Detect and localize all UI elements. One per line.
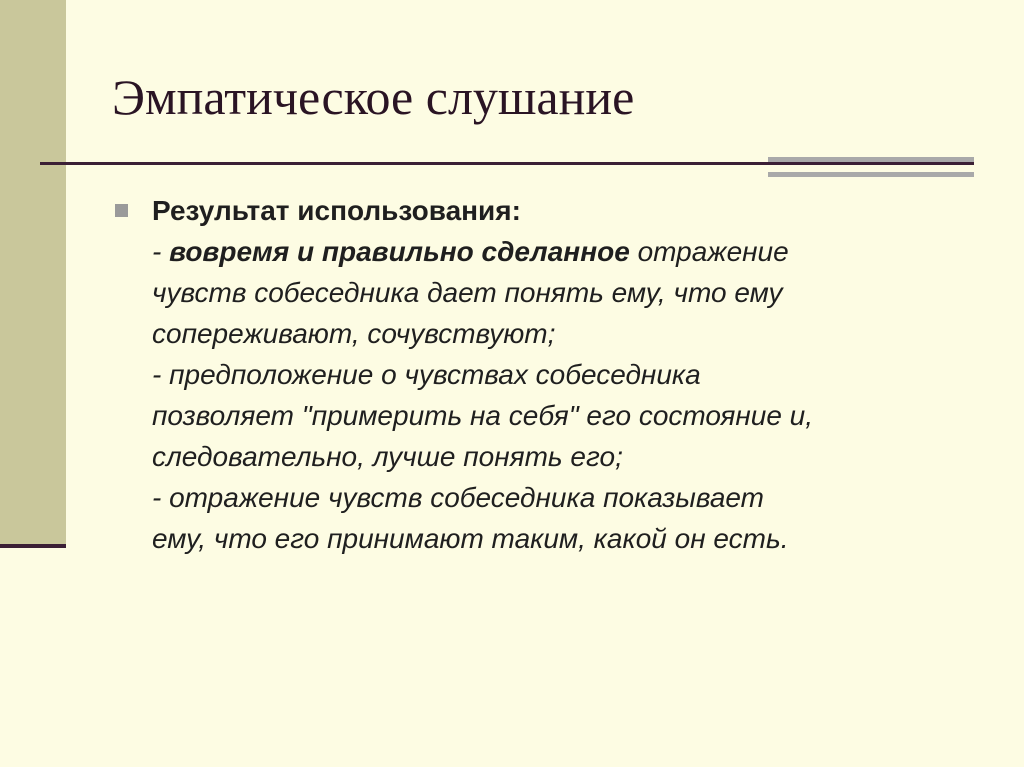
side-bar-rule (0, 544, 66, 548)
item2-line1: - предположение о чувствах собеседника (152, 359, 701, 390)
item2-line3: следовательно, лучше понять его; (152, 441, 623, 472)
bullet-lead: Результат использования: (152, 195, 521, 226)
accent-rule-top (768, 157, 974, 162)
item2-line2: позволяет "примерить на себя" его состояние и, (152, 400, 814, 431)
item1-line2: чувств собеседника дает понять ему, что ему (152, 277, 783, 308)
title-divider (40, 162, 974, 165)
item3-line2: ему, что его принимают таким, какой он есть. (152, 523, 789, 554)
item1-line1 (152, 231, 992, 272)
item1-prefix: - (152, 236, 170, 267)
accent-rule-bottom (768, 172, 974, 177)
item1-rest: отражение (629, 236, 789, 267)
slide-title: Эмпатическое слушание (112, 69, 635, 125)
side-bar (0, 0, 66, 548)
bullet-item (152, 190, 992, 559)
item1-line3: сопереживают, сочувствуют; (152, 318, 556, 349)
bullet-list (112, 190, 992, 559)
square-bullet-icon (115, 204, 128, 217)
item1-strong: вовремя и правильно сделанное (169, 236, 630, 267)
item3-line1: - отражение чувств собеседника показывает (152, 482, 765, 513)
